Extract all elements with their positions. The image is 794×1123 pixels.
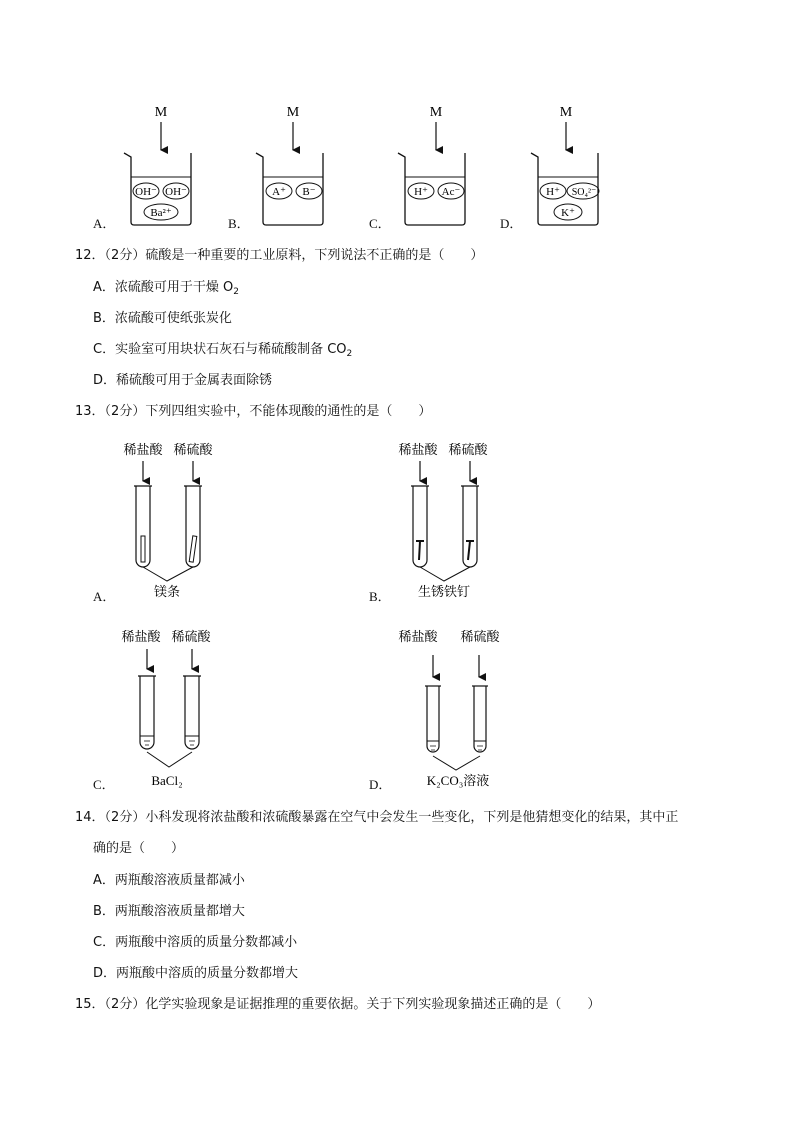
question-14-stem-line1: 14．（2分）小科发现将浓盐酸和浓硫酸暴露在空气中会发生一些变化，下列是他猜想变化的结果，其中正 — [75, 810, 679, 825]
q12-option-c: C．实验室可用块状石灰石与稀硫酸制备 $CO_2$ — [93, 342, 353, 359]
q14-option-b: B．两瓶酸溶液质量都增大 — [93, 904, 245, 919]
option-label-a: A． — [93, 216, 116, 231]
arrow-label-m: M — [429, 105, 443, 120]
q13-panel-c — [121, 629, 211, 788]
ion-label: H⁺ — [414, 186, 428, 198]
ion-label: OH⁻ — [165, 186, 187, 198]
acid-label: 稀硫酸 — [448, 443, 488, 458]
acid-label: 稀硫酸 — [173, 443, 213, 458]
option-label-d: D． — [500, 216, 523, 231]
q13-label-b: B． — [369, 589, 391, 604]
question-15-stem: 15．（2分）化学实验现象是证据推理的重要依据。关于下列实验现象描述正确的是（ ） — [75, 997, 601, 1012]
test-tube — [186, 486, 200, 567]
arrow-label-m: M — [154, 105, 168, 120]
arrow-label-m: M — [286, 105, 300, 120]
question-13-stem: 13．（2分）下列四组实验中，不能体现酸的通性的是（ ） — [75, 404, 432, 419]
ion-label: Ac⁻ — [441, 186, 461, 198]
test-tube — [140, 676, 154, 749]
option-label-c: C． — [369, 216, 391, 231]
pointer-lines — [433, 756, 480, 770]
ion-label: A⁺ — [272, 186, 286, 198]
q13-label-a: A． — [93, 589, 116, 604]
acid-label: 稀盐酸 — [398, 443, 438, 458]
reagent-label: 生锈铁钉 — [417, 585, 471, 600]
magnesium-strip — [141, 536, 145, 562]
q14-option-a: A．两瓶酸溶液质量都减小 — [93, 873, 245, 888]
acid-label: 稀盐酸 — [123, 443, 163, 458]
q13-label-c: C． — [93, 777, 115, 792]
acid-label: 稀硫酸 — [171, 630, 211, 645]
option-label-b: B． — [228, 216, 250, 231]
q13-panel-a — [123, 442, 213, 600]
reagent-label: BaCl₂ — [151, 773, 183, 788]
ion-label: OH⁻ — [135, 186, 157, 198]
ion-label: Ba²⁺ — [150, 207, 172, 219]
q13-panel-d — [398, 629, 500, 788]
test-tube — [427, 686, 439, 752]
test-tube — [463, 486, 477, 567]
ion-label: H⁺ — [546, 186, 560, 198]
test-tube — [185, 676, 199, 749]
q14-option-d: D．两瓶酸中溶质的质量分数都增大 — [93, 966, 299, 981]
acid-label: 稀盐酸 — [121, 630, 161, 645]
ion-label: K⁺ — [561, 207, 575, 219]
test-tube — [136, 486, 150, 567]
test-tube — [474, 686, 486, 752]
q13-panel-b — [398, 442, 488, 600]
rusty-nail — [466, 541, 474, 560]
ion-label: B⁻ — [302, 186, 316, 198]
reagent-label: K₂CO₃溶液 — [426, 773, 490, 788]
pointer-lines — [420, 567, 470, 581]
question-14-stem-line2: 确的是（ ） — [93, 841, 185, 856]
acid-label: 稀硫酸 — [460, 630, 500, 645]
q12-option-a: A．浓硫酸可用于干燥 $O_2$ — [93, 280, 240, 297]
ion-label: SO₄²⁻ — [571, 187, 597, 198]
acid-label: 稀盐酸 — [398, 630, 438, 645]
q12-option-b: B．浓硫酸可使纸张炭化 — [93, 311, 232, 326]
q13-label-d: D． — [369, 777, 392, 792]
q12-option-d: D．稀硫酸可用于金属表面除锈 — [93, 373, 273, 388]
reagent-label: 镁条 — [153, 585, 181, 600]
q14-option-c: C．两瓶酸中溶质的质量分数都减小 — [93, 935, 298, 950]
question-12-stem: 12．（2分）硫酸是一种重要的工业原料，下列说法不正确的是（ ） — [75, 248, 484, 263]
magnesium-strip — [189, 536, 197, 562]
rusty-nail — [416, 541, 424, 560]
arrow-label-m: M — [559, 105, 573, 120]
pointer-lines — [143, 567, 193, 581]
pointer-lines — [147, 752, 192, 767]
